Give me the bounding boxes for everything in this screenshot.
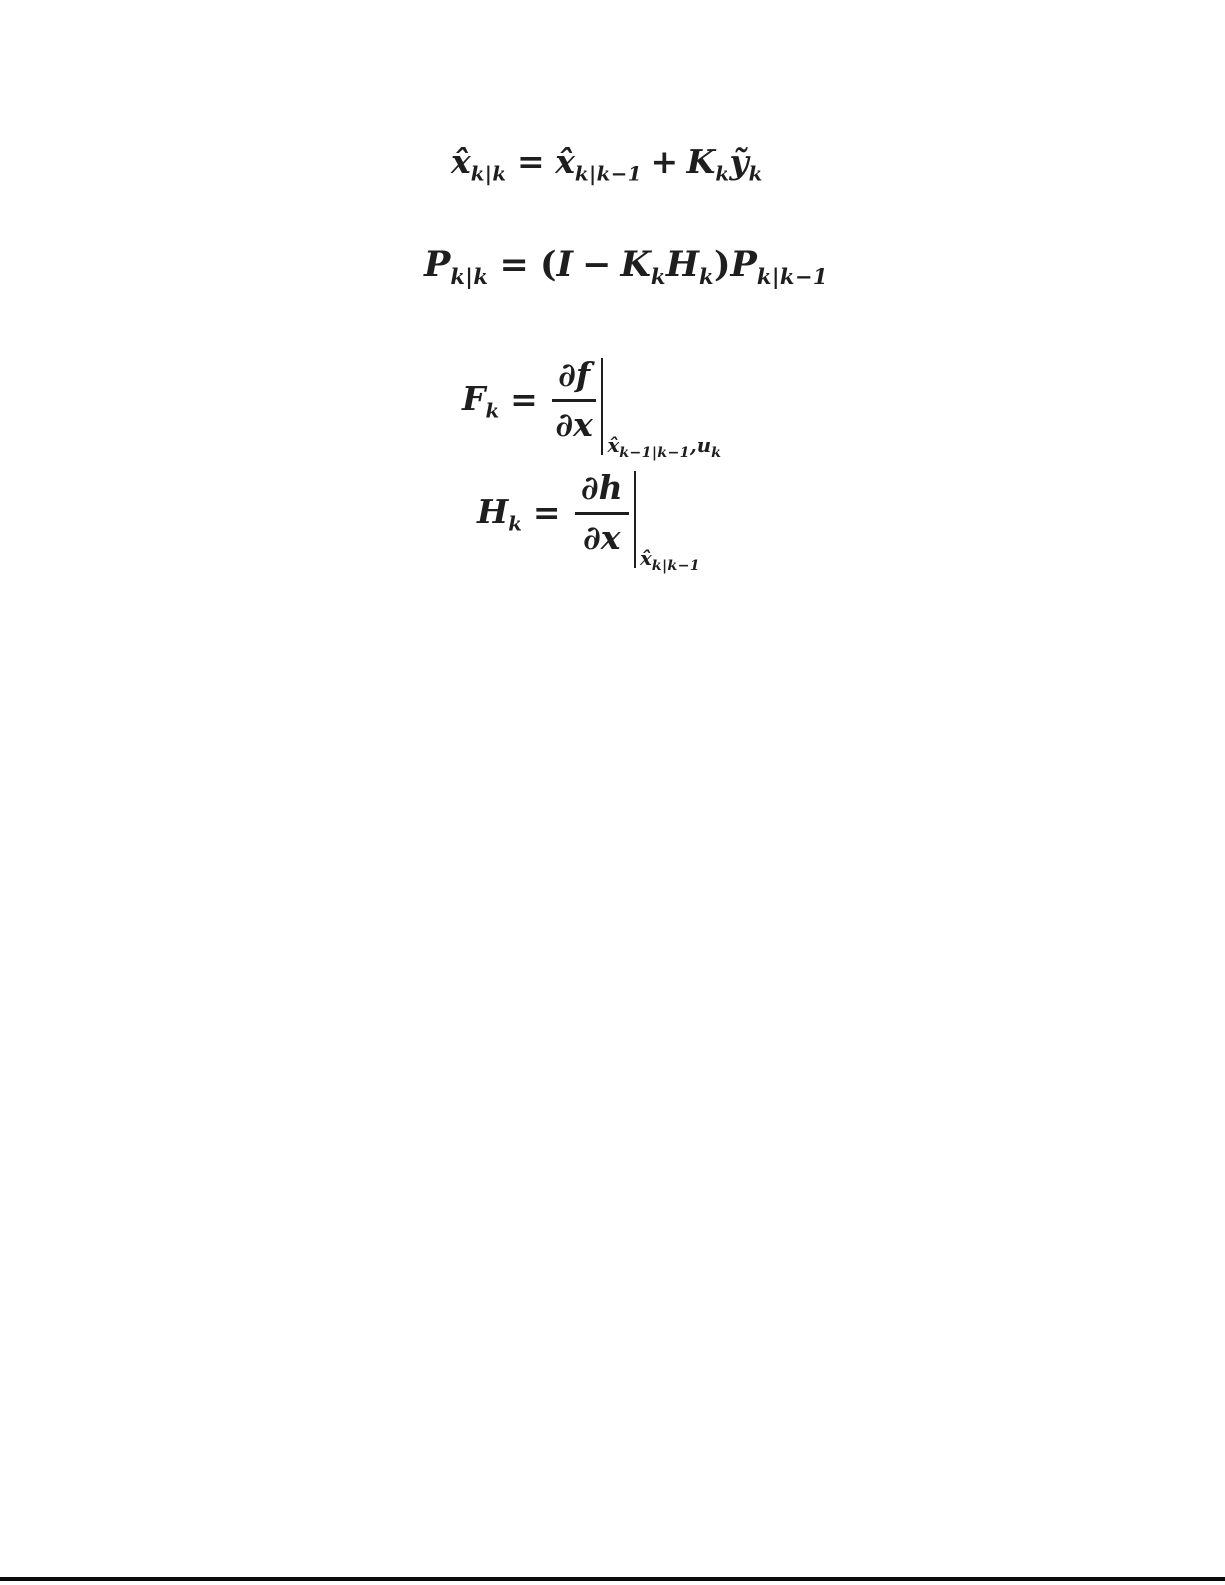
prior-state-term: $x̂_{k|k-1}$ — [555, 142, 642, 186]
evaluation-bar — [601, 358, 604, 455]
innovation-residual-term: ỹ$_k$ — [729, 142, 763, 186]
evaluation-point: $x̂_{k|k-1}$ — [640, 546, 701, 574]
bottom-border-line — [0, 1577, 1225, 1581]
comma: , — [689, 433, 697, 457]
subscript: k — [748, 161, 763, 186]
fraction — [575, 467, 629, 558]
close-paren: ) — [713, 244, 731, 285]
subscript: k|k — [450, 264, 489, 289]
subscript: k — [698, 264, 714, 289]
posterior-state-term: $x̂_{k|k}$ — [451, 142, 507, 186]
subscript: k — [508, 511, 523, 536]
prior-covariance-term: $P_{k|k-1}$ — [730, 244, 828, 289]
fraction — [552, 354, 596, 445]
state-jacobian-term: $F_k$ — [462, 378, 500, 423]
posterior-covariance-term: $P_{k|k}$ — [424, 244, 489, 289]
fraction-denominator: ∂x — [583, 517, 621, 557]
subscript: k|k — [470, 161, 507, 186]
open-paren: ( — [540, 244, 557, 285]
subscript: k|k−1 — [651, 557, 701, 574]
subscript: k|k−1 — [574, 161, 642, 186]
plus-sign: + — [650, 142, 679, 181]
equation-covariance-update — [424, 243, 828, 287]
fraction-numerator: ∂h — [575, 467, 629, 515]
kalman-gain-term: $K_k$ — [686, 142, 730, 186]
equation-state-jacobian — [462, 351, 722, 461]
identity-matrix-term: I — [556, 244, 573, 285]
equation-state-update — [451, 141, 763, 184]
subscript: k — [650, 264, 666, 289]
equals-sign: = — [532, 492, 561, 532]
observation-jacobian-term: $H_k$ — [477, 491, 523, 536]
subscript: k−1|k−1 — [619, 444, 690, 461]
subscript: k|k−1 — [756, 264, 828, 289]
equation-observation-jacobian — [477, 464, 701, 574]
equals-sign: = — [499, 244, 529, 285]
subscript: k — [711, 444, 722, 461]
equals-sign: = — [517, 142, 545, 181]
minus-sign: − — [582, 244, 612, 285]
evaluation-bar — [634, 471, 637, 568]
fraction-denominator: ∂x — [555, 404, 593, 444]
kalman-gain-term: $K_k$ — [620, 244, 666, 289]
partial-derivative-fraction — [552, 351, 722, 461]
subscript: k — [485, 398, 500, 423]
equals-sign: = — [510, 379, 538, 419]
evaluation-point: $x̂_{k-1|k-1},u_k$ — [607, 433, 722, 461]
partial-derivative-fraction — [575, 464, 701, 574]
observation-matrix-term: $H_k$ — [665, 244, 714, 289]
subscript: k — [715, 161, 730, 186]
fraction-numerator: ∂f — [552, 354, 596, 402]
